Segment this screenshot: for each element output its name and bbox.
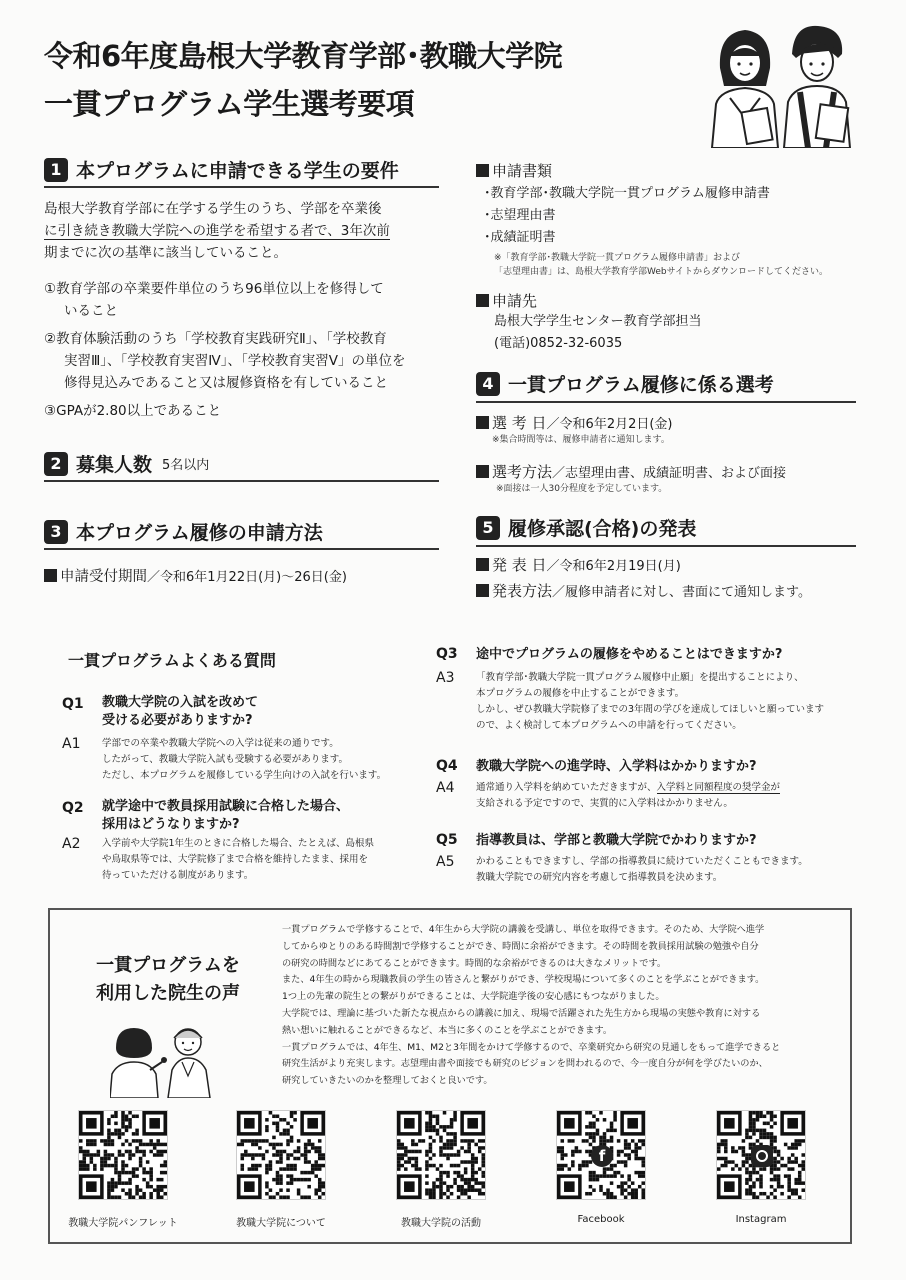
- selection-date-label: 選 考 日: [492, 414, 547, 432]
- a3-line3: しかし、ぜひ教職大学院修了までの3年間の学びを達成してほしいと願っています: [476, 704, 825, 715]
- section2-title: 募集人数: [76, 454, 153, 476]
- selection-method-note: ※面接は一人30分程度を予定しています。: [496, 484, 668, 494]
- destination-phone: (電話)0852-32-6035: [494, 336, 623, 351]
- a1-answer: [102, 736, 386, 784]
- a3-tag: A3: [436, 670, 455, 686]
- qr-code-row: [52, 1110, 852, 1235]
- section1-heading: [44, 156, 439, 183]
- documents-list: [484, 183, 876, 249]
- selection-method-value: ／志望理由書、成績証明書、および面接: [552, 466, 787, 481]
- section3-rule: [44, 548, 439, 550]
- section2-rule: [44, 480, 439, 482]
- section3-title: 本プログラム履修の申請方法: [76, 522, 323, 544]
- q1-question: [102, 694, 258, 730]
- student-voice-title-line1: 一貫プログラムを: [96, 955, 240, 976]
- q2-tag: Q2: [62, 800, 84, 816]
- student-voice-text: [282, 922, 838, 1090]
- q4-question: 教職大学院への進学時、入学料はかかりますか?: [476, 759, 757, 774]
- section4-number-badge: 4: [476, 372, 500, 396]
- documents-label-row: [476, 160, 876, 181]
- section1-intro-line2-text: に引き続き教職大学院への進学を希望する者で、3年次前: [44, 223, 390, 239]
- section1-requirements: [44, 278, 444, 422]
- section4-heading: [476, 370, 774, 397]
- voice-line-7: 熱い想いに触れることができるなど、本当に多くのことを学ぶことができます。: [282, 1024, 613, 1036]
- destination-details: [494, 311, 876, 355]
- a2-line2: や鳥取県等では、大学院修了まで合格を維持したまま、採用を: [102, 854, 369, 865]
- section4-rule: [476, 401, 856, 403]
- section4-title: 一貫プログラム履修に係る選考: [508, 374, 774, 396]
- announcement-method-value: ／履修申請者に対し、書面にて通知します。: [552, 585, 811, 600]
- instagram-logo-icon: [751, 1145, 773, 1167]
- q2-line2: 採用はどうなりますか?: [102, 817, 240, 832]
- recruitment-count: 5名以内: [162, 458, 210, 473]
- voice-line-9: 研究生活がより充実します。志望理由書や面接でも研究のビジョンを問われるので、今一度自分が何を学びたいのか、: [282, 1058, 768, 1070]
- voice-line-1: 一貫プログラムで学修することで、4年生から大学院の講義を受講し、単位を取得できます。そのため、大学院へ進学: [282, 924, 765, 935]
- q3-tag: Q3: [436, 646, 458, 662]
- q1-line1: 教職大学院の入試を改めて: [102, 695, 259, 710]
- qr-code-pamphlet-icon[interactable]: [78, 1110, 168, 1200]
- qr-code-instagram-icon[interactable]: [716, 1110, 806, 1200]
- section1-intro: [44, 198, 444, 264]
- a4-answer: [476, 780, 780, 812]
- square-bullet-icon: [476, 294, 489, 307]
- documents-block: [476, 160, 876, 279]
- destination-label: 申請先: [492, 292, 538, 310]
- a3-line2: 本プログラムの履修を中止することができます。: [476, 688, 685, 699]
- interview-illustration: [110, 1018, 220, 1098]
- page-title-line2: 一貫プログラム学生選考要項: [44, 87, 415, 121]
- documents-item-3: ･成績証明書: [484, 230, 556, 245]
- application-period-value: ／令和6年1月22日(月)〜26日(金): [147, 570, 347, 585]
- square-bullet-icon: [476, 416, 489, 429]
- destination-block: [476, 290, 876, 355]
- section5-heading: [476, 514, 696, 541]
- section2-heading: [44, 450, 209, 477]
- a5-line1: かわることもできますし、学部の指導教員に続けていただくこともできます。: [476, 856, 808, 867]
- section1-intro-line3: 期までに次の基準に該当していること。: [44, 245, 287, 261]
- qr-code-facebook-icon[interactable]: [556, 1110, 646, 1200]
- section1-title: 本プログラムに申請できる学生の要件: [76, 160, 399, 182]
- requirement-1-line2: いること: [64, 303, 118, 319]
- section3-heading: [44, 518, 323, 545]
- qr-facebook-label: Facebook: [577, 1214, 625, 1225]
- documents-note: [494, 251, 876, 279]
- a2-line3: 待っていただける制度があります。: [102, 870, 254, 881]
- student-voice-title-line2: 利用した院生の声: [96, 983, 240, 1004]
- a4-line1: [476, 780, 780, 796]
- a2-answer: [102, 836, 374, 884]
- a1-line1: 学部での卒業や教職大学院への入学は従来の通りです。: [102, 738, 339, 749]
- a1-line3: ただし、本プログラムを履修している学生向けの入試を行います。: [102, 770, 387, 781]
- voice-line-3: の研究の時間などにあてることができます。時間的な余裕ができるのは大きなメリットです。: [282, 957, 667, 969]
- section1-intro-line1: 島根大学教育学部に在学する学生のうち、学部を卒業後: [44, 201, 382, 217]
- square-bullet-icon: [476, 584, 489, 597]
- qr-about[interactable]: [236, 1110, 326, 1200]
- documents-item-1: ･教育学部･教職大学院一貫プログラム履修申請書: [484, 186, 770, 201]
- selection-date-value: ／令和6年2月2日(金): [546, 417, 673, 432]
- a2-line1: 入学前や大学院1年生のときに合格した場合、たとえば、島根県: [102, 838, 375, 849]
- announcement-method-label: 発表方法: [492, 582, 553, 600]
- voice-line-5: 1つ上の先輩の院生との繋がりができることは、大学院進学後の安心感にもつながりました。: [282, 991, 665, 1003]
- voice-line-2: してからゆとりのある時間割で学修することができ、時間に余裕ができます。その時間を教員採用試験の勉強や自分: [282, 940, 759, 952]
- qr-code-activities-icon[interactable]: [396, 1110, 486, 1200]
- qr-instagram-label: Instagram: [735, 1214, 787, 1225]
- announcement-method: [476, 580, 896, 601]
- section1-intro-line2: [44, 220, 444, 242]
- section2-number-badge: 2: [44, 452, 68, 476]
- announcement-date-value: ／令和6年2月19日(月): [546, 559, 681, 574]
- section1-number-badge: 1: [44, 158, 68, 182]
- a5-line2: 教職大学院での研究内容を考慮して指導教員を決めます。: [476, 872, 723, 883]
- a1-tag: A1: [62, 736, 81, 752]
- a4-line1-underlined: 入学料と同額程度の奨学金が: [656, 782, 781, 793]
- requirement-2-line3: 修得見込みであること又は履修資格を有していること: [64, 375, 388, 391]
- a3-line1: 「教育学部･教職大学院一貫プログラム履修中止願」を提出することにより、: [476, 672, 804, 683]
- a4-tag: A4: [436, 780, 455, 796]
- q1-tag: Q1: [62, 696, 84, 712]
- q3-question: 途中でプログラムの履修をやめることはできますか?: [476, 647, 783, 662]
- a3-answer: [476, 670, 824, 734]
- section5-title: 履修承認(合格)の発表: [508, 518, 697, 540]
- faq-heading: 一貫プログラムよくある質問: [68, 651, 276, 670]
- qr-about-label: 教職大学院について: [236, 1218, 326, 1229]
- destination-label-row: [476, 290, 876, 311]
- requirement-1-line1: ①教育学部の卒業要件単位のうち96単位以上を修得して: [44, 281, 384, 297]
- application-period-label: 申請受付期間: [60, 569, 147, 585]
- page-title-line1: 令和6年度島根大学教育学部･教職大学院: [44, 39, 563, 73]
- qr-facebook[interactable]: [556, 1110, 646, 1200]
- announcement-date-label: 発 表 日: [492, 556, 547, 574]
- q5-tag: Q5: [436, 832, 458, 848]
- page-title: [44, 32, 562, 128]
- selection-date: [476, 412, 876, 447]
- announcement-date: [476, 554, 876, 575]
- section5-number-badge: 5: [476, 516, 500, 540]
- q4-tag: Q4: [436, 758, 458, 774]
- a5-answer: [476, 854, 808, 886]
- documents-note-line1: ※「教育学部･教職大学院一貫プログラム履修申請書」および: [494, 253, 740, 263]
- a4-line1-text: 通常通り入学料を納めていただきますが、: [476, 782, 657, 793]
- requirement-2-line2: 実習Ⅲ」、「学校教育実習Ⅳ」、「学校教育実習Ⅴ」の単位を: [64, 353, 406, 369]
- a2-tag: A2: [62, 836, 81, 852]
- selection-date-note: ※集合時間等は、履修申請者に通知します。: [492, 435, 670, 445]
- documents-item-2: ･志望理由書: [484, 208, 556, 223]
- q2-line1: 就学途中で教員採用試験に合格した場合、: [102, 799, 350, 814]
- section5-rule: [476, 545, 856, 547]
- documents-label: 申請書類: [492, 162, 553, 180]
- voice-line-4: また、4年生の時から現職教員の学生の皆さんと繋がりができ、学校現場について多くのことを学ぶことができます。: [282, 974, 765, 986]
- voice-line-10: 研究していきたいのかを整理しておくと良いです。: [282, 1075, 493, 1087]
- a1-line2: したがって、教職大学院入試も受験する必要があります。: [102, 754, 349, 765]
- qr-pamphlet[interactable]: [78, 1110, 168, 1200]
- student-voice-title: [68, 952, 268, 1008]
- q1-line2: 受ける必要がありますか?: [102, 713, 253, 728]
- voice-line-6: 大学院では、理論に基づいた新たな視点からの講義に加え、現場で活躍された先生方から現場の実態や教育に対する: [282, 1007, 761, 1019]
- selection-method: [476, 461, 876, 496]
- square-bullet-icon: [44, 569, 57, 582]
- qr-code-about-icon[interactable]: [236, 1110, 326, 1200]
- a3-line4: ので、よく検討して本プログラムへの申請を行ってください。: [476, 720, 742, 731]
- section3-number-badge: 3: [44, 520, 68, 544]
- voice-line-8: 一貫プログラムでは、4年生、M1、M2と3年間をかけて学修するので、卒業研究から研究の見通しをもって進学できると: [282, 1041, 781, 1053]
- qr-instagram[interactable]: [716, 1110, 806, 1200]
- a5-tag: A5: [436, 854, 455, 870]
- selection-method-label: 選考方法: [492, 463, 553, 481]
- requirement-3: ③GPAが2.80以上であること: [44, 403, 222, 419]
- square-bullet-icon: [476, 164, 489, 177]
- square-bullet-icon: [476, 558, 489, 571]
- a4-line2: 支給される予定ですので、実質的に入学料はかかりません。: [476, 798, 733, 809]
- students-illustration: [700, 18, 860, 148]
- square-bullet-icon: [476, 465, 489, 478]
- destination-office: 島根大学学生センター教育学部担当: [494, 314, 702, 329]
- qr-activities-label: 教職大学院の活動: [401, 1218, 481, 1229]
- q5-question: 指導教員は、学部と教職大学院でかわりますか?: [476, 833, 757, 848]
- documents-note-line2: 「志望理由書」は、島根大学教育学部Webサイトからダウンロードしてください。: [494, 267, 828, 277]
- section1-rule: [44, 186, 439, 188]
- facebook-logo-icon: f: [591, 1145, 613, 1167]
- requirement-2-line1: ②教育体験活動のうち「学校教育実践研究Ⅱ」、「学校教育: [44, 331, 387, 347]
- qr-pamphlet-label: 教職大学院パンフレット: [68, 1218, 178, 1229]
- application-period: [44, 565, 444, 586]
- q2-question: [102, 798, 349, 834]
- qr-activities[interactable]: [396, 1110, 486, 1200]
